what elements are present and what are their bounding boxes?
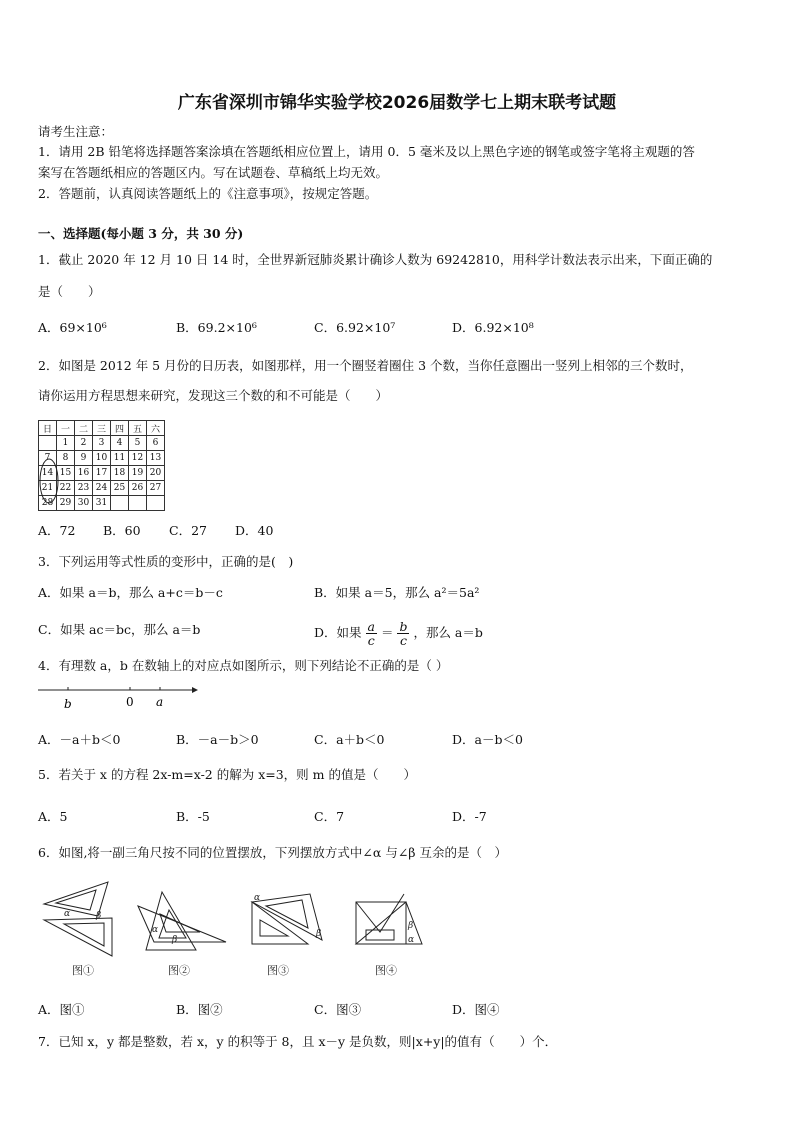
q4-option-c: C．a＋b＜0: [314, 732, 385, 747]
notice-line-2: 2．答题前，认真阅读答题纸上的《注意事项》，按规定答题。: [38, 186, 378, 201]
q1-option-d: D．6.92×10⁸: [452, 320, 534, 335]
calendar-cell: 30: [75, 496, 93, 511]
fig1-alpha-label: α: [64, 909, 71, 919]
notice-heading: 请考生注意：: [38, 124, 114, 139]
q6-option-a: A．图①: [38, 1002, 85, 1017]
calendar-header-cell: 一: [57, 421, 75, 436]
calendar-cell: 14: [39, 466, 57, 481]
calendar-cell: 1: [57, 436, 75, 451]
calendar-cell: 22: [57, 481, 75, 496]
calendar-cell: 13: [147, 451, 165, 466]
fraction-numerator: b: [399, 619, 408, 634]
calendar-cell: 12: [129, 451, 147, 466]
fig3-alpha-label: α: [254, 893, 261, 903]
calendar-cell: 9: [75, 451, 93, 466]
calendar-cell: 6: [147, 436, 165, 451]
calendar-cell: 15: [57, 466, 75, 481]
axis-label-a: a: [156, 695, 164, 709]
calendar-cell: 21: [39, 481, 57, 496]
fig4-alpha-label: α: [408, 935, 415, 945]
q4-option-b: B．－a－b＞0: [176, 732, 259, 747]
calendar-cell: 25: [111, 481, 129, 496]
calendar-cell: 27: [147, 481, 165, 496]
fig1-beta-label: β: [96, 911, 102, 921]
calendar-cell: 20: [147, 466, 165, 481]
calendar-header-row: [39, 421, 165, 436]
q5-option-d: D．-7: [452, 809, 487, 824]
q4-option-a: A．－a＋b＜0: [38, 732, 121, 747]
fraction-denominator: c: [399, 633, 407, 648]
calendar-header-cell: 日: [39, 421, 57, 436]
q3-text: 3．下列运用等式性质的变形中，正确的是( ): [38, 554, 294, 569]
calendar-cell: 7: [39, 451, 57, 466]
q3-option-d-suffix: ，那么 a＝b: [413, 625, 483, 640]
q5-text: 5．若关于 x 的方程 2x-m=x-2 的解为 x=3，则 m 的值是（ ）: [38, 767, 416, 782]
calendar-cell: 26: [129, 481, 147, 496]
calendar-cell: 11: [111, 451, 129, 466]
number-line: [36, 682, 200, 712]
q4-option-d: D．a－b＜0: [452, 732, 523, 747]
fig2-alpha-label: α: [152, 925, 159, 935]
q5-option-b: B．-5: [176, 809, 210, 824]
q1-option-a: A．69×10⁶: [38, 320, 107, 335]
figure-1-rulers: [44, 882, 112, 956]
fraction-numerator: a: [367, 619, 375, 634]
q5-option-c: C．7: [314, 809, 345, 824]
q3-option-c: C．如果 ac＝bc，那么 a＝b: [38, 622, 201, 637]
q1-text-b: 是（ ）: [38, 284, 101, 299]
calendar-cell: [39, 436, 57, 451]
calendar-cell: 19: [129, 466, 147, 481]
calendar-header-cell: 六: [147, 421, 165, 436]
calendar-cell: 18: [111, 466, 129, 481]
axis-label-zero: 0: [126, 695, 134, 709]
calendar-cell: 17: [93, 466, 111, 481]
fig4-caption: 图④: [375, 964, 397, 977]
q2-text-b: 请你运用方程思想来研究，发现这三个数的和不可能是（ ）: [38, 388, 389, 403]
calendar-cell: 2: [75, 436, 93, 451]
calendar-figure: [38, 420, 165, 511]
fraction-b-over-c: [397, 620, 409, 647]
q1-text-a: 1．截止 2020 年 12 月 10 日 14 时，全世界新冠肺炎累计确诊人数为 69242810，用科学计数法表示出来，下面正确的: [38, 252, 713, 267]
q6-option-d: D．图④: [452, 1002, 500, 1017]
calendar-header-cell: 二: [75, 421, 93, 436]
q6-option-c: C．图③: [314, 1002, 362, 1017]
notice-line-1b: 案写在答题纸相应的答题区内。写在试题卷、草稿纸上均无效。: [38, 165, 389, 180]
calendar-circle-oval: [38, 458, 60, 504]
calendar-row: [39, 436, 165, 451]
figure-2-rulers: [138, 892, 226, 950]
triangle-rulers-figures: [38, 876, 438, 986]
q6-text: 6．如图,将一副三角尺按不同的位置摆放，下列摆放方式中∠α 与∠β 互余的是（ ）: [38, 845, 507, 860]
q2-text-a: 2．如图是 2012 年 5 月份的日历表，如图那样，用一个圈竖着圈住 3 个数，当你任意圈出一竖列上相邻的三个数时，: [38, 358, 693, 373]
fraction-a-over-c: [366, 620, 377, 647]
fraction-denominator: c: [367, 633, 375, 648]
calendar-cell: 10: [93, 451, 111, 466]
axis-label-b: b: [64, 697, 72, 711]
calendar-cell: [129, 496, 147, 511]
figure-3-rulers: [252, 894, 322, 944]
calendar-cell: 8: [57, 451, 75, 466]
calendar-cell: 28: [39, 496, 57, 511]
fig2-beta-label: β: [172, 935, 178, 945]
q6-option-b: B．图②: [176, 1002, 223, 1017]
notice-line-1a: 1．请用 2B 铅笔将选择题答案涂填在答题纸相应位置上，请用 0．5 毫米及以上黑色字迹的钢笔或签字笔将主观题的答: [38, 144, 695, 159]
q3-option-d-prefix: D．如果: [314, 625, 362, 640]
fig3-beta-label: β: [316, 929, 322, 939]
q1-option-b: B．69.2×10⁶: [176, 320, 257, 335]
q3-option-d: [314, 620, 483, 647]
fig1-caption: 图①: [72, 964, 94, 977]
calendar-header-cell: 四: [111, 421, 129, 436]
calendar-cell: 24: [93, 481, 111, 496]
calendar-cell: 3: [93, 436, 111, 451]
calendar-header-cell: 三: [93, 421, 111, 436]
calendar-cell: [111, 496, 129, 511]
section-heading: 一、选择题(每小题 3 分，共 30 分): [38, 226, 244, 241]
q3-option-b: B．如果 a＝5，那么 a²＝5a²: [314, 585, 480, 600]
calendar-cell: 16: [75, 466, 93, 481]
q2-option-b: B．60: [103, 523, 141, 538]
calendar-header-cell: 五: [129, 421, 147, 436]
q2-option-d: D．40: [235, 523, 274, 538]
calendar-cell: 23: [75, 481, 93, 496]
calendar-cell: 31: [93, 496, 111, 511]
q7-text: 7．已知 x，y 都是整数，若 x，y 的积等于 8，且 x－y 是负数，则|x+y|的值有（ ）个．: [38, 1034, 558, 1049]
q5-option-a: A．5: [38, 809, 68, 824]
q4-text: 4．有理数 a，b 在数轴上的对应点如图所示，则下列结论不正确的是（ ）: [38, 658, 449, 673]
calendar-cell: 29: [57, 496, 75, 511]
q2-option-a: A．72: [38, 523, 76, 538]
q2-option-c: C．27: [169, 523, 207, 538]
fig2-caption: 图②: [168, 964, 190, 977]
arrow-icon: [192, 687, 198, 693]
q1-option-c: C．6.92×10⁷: [314, 320, 396, 335]
calendar-cell: 5: [129, 436, 147, 451]
fig3-caption: 图③: [267, 964, 289, 977]
fig4-beta-label: β: [408, 921, 414, 931]
equals-sign: ＝: [380, 625, 394, 640]
calendar-cell: 4: [111, 436, 129, 451]
q3-option-a: A．如果 a＝b，那么 a+c＝b－c: [38, 585, 223, 600]
page-title: 广东省深圳市锦华实验学校2026届数学七上期末联考试题: [177, 93, 617, 113]
calendar-cell: [147, 496, 165, 511]
